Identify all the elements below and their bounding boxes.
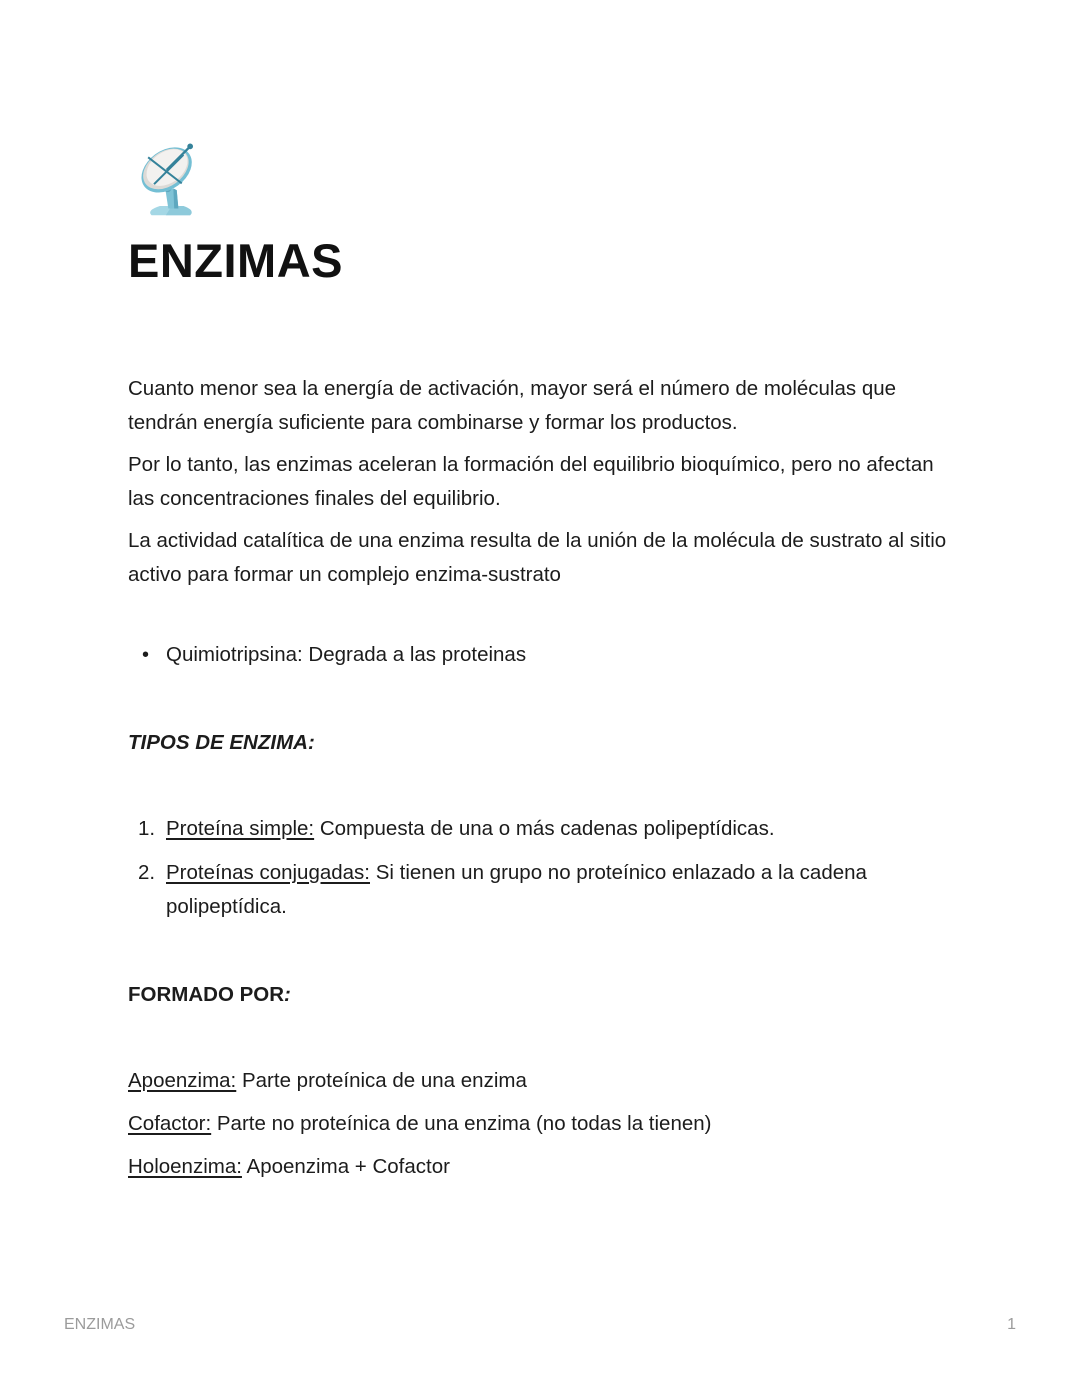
heading-formado-por-colon: : bbox=[284, 983, 291, 1006]
definition-list bbox=[128, 1064, 952, 1184]
bullet-item-text: Quimiotripsina: Degrada a las proteinas bbox=[166, 643, 527, 666]
list-item bbox=[128, 812, 952, 846]
list-item-text bbox=[166, 812, 952, 846]
term-proteina-simple: Proteína simple: bbox=[166, 817, 315, 840]
term-apoenzima: Apoenzima: bbox=[128, 1069, 237, 1092]
heading-tipos-de-enzima: TIPOS DE ENZIMA: bbox=[128, 731, 315, 754]
list-number: 1. bbox=[138, 817, 156, 840]
term-cofactor: Cofactor: bbox=[128, 1112, 212, 1135]
list-item bbox=[128, 1150, 952, 1184]
term-holoenzima: Holoenzima: bbox=[128, 1155, 242, 1178]
term-proteinas-conjugadas: Proteínas conjugadas: bbox=[166, 861, 370, 884]
list-item bbox=[128, 638, 952, 672]
numbered-list bbox=[128, 812, 952, 924]
list-number: 2. bbox=[138, 861, 156, 884]
term-definition: Compuesta de una o más cadenas polipeptídicas. bbox=[319, 817, 775, 840]
list-item bbox=[128, 1064, 952, 1098]
intro-paragraphs bbox=[128, 372, 952, 592]
paragraph-activation-energy: Cuanto menor sea la energía de activación, mayor será el número de moléculas que tendrán energía suficiente para combinarse y formar los productos. bbox=[128, 377, 897, 434]
footer-document-name: ENZIMAS bbox=[64, 1316, 136, 1333]
heading-formado-por-text: FORMADO POR bbox=[128, 983, 285, 1006]
satellite-antenna-icon bbox=[128, 138, 212, 222]
term-definition: Apoenzima + Cofactor bbox=[246, 1155, 450, 1178]
list-item bbox=[128, 856, 952, 924]
bullet-list bbox=[128, 638, 952, 672]
term-definition: Parte no proteínica de una enzima (no todas la tienen) bbox=[216, 1112, 712, 1135]
list-item-text bbox=[166, 856, 952, 924]
paragraph-equilibrium: Por lo tanto, las enzimas aceleran la formación del equilibrio bioquímico, pero no afectan las concentraciones finales del equilibrio. bbox=[128, 453, 934, 510]
heading-formado-por bbox=[128, 978, 952, 1012]
list-item bbox=[128, 1107, 952, 1141]
bullet-icon: • bbox=[142, 644, 150, 666]
term-definition: Parte proteínica de una enzima bbox=[241, 1069, 527, 1092]
footer-page-number: 1 bbox=[1007, 1316, 1016, 1333]
page-title: ENZIMAS bbox=[128, 234, 343, 287]
term-definition: Si tienen un grupo no proteínico enlazado a la cadena polipeptídica. bbox=[166, 861, 867, 918]
paragraph-catalytic-activity: La actividad catalítica de una enzima resulta de la unión de la molécula de sustrato al sitio activo para formar un complejo enzima-sustrato bbox=[128, 529, 947, 586]
page-footer bbox=[64, 1316, 1016, 1334]
